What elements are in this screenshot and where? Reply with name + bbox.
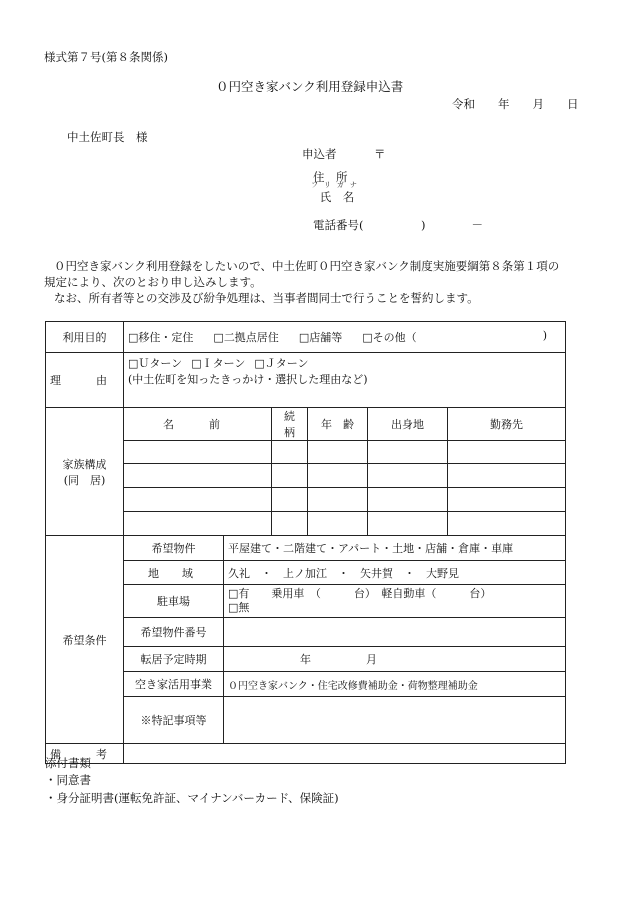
phone-label: 電話番号( ) －	[313, 218, 483, 232]
address-label: 住 所	[313, 170, 348, 184]
family-cell[interactable]	[124, 488, 272, 512]
family-cell[interactable]	[448, 464, 566, 488]
family-cell[interactable]	[368, 441, 448, 464]
body-line-2: 規定により、次のとおり申し込みします。	[44, 275, 262, 289]
reason-field[interactable]	[124, 353, 566, 408]
purpose-options	[124, 322, 566, 353]
furigana-label: フリガナ	[311, 181, 363, 189]
checkbox-icon[interactable]	[191, 357, 201, 370]
body-line-3: なお、所有者等との交渉及び紛争処理は、当事者間同士で行うことを誓約します。	[54, 291, 479, 305]
purpose-option-1[interactable]: □ 二拠点居住	[213, 331, 278, 344]
parking-label: 駐車場	[124, 585, 224, 618]
date-line: 令和 年 月 日	[452, 97, 579, 111]
family-cell[interactable]	[448, 488, 566, 512]
family-cell[interactable]	[448, 512, 566, 536]
project-label: 空き家活用事業	[124, 672, 224, 697]
parking-yes-option[interactable]: □ 有 乗用車 （ 台） 軽自動車（ 台）	[228, 587, 491, 600]
applicant-label: 申込者	[302, 147, 337, 161]
family-cell[interactable]	[124, 464, 272, 488]
family-row[interactable]	[46, 441, 566, 464]
purpose-option-2[interactable]: □ 店舗等	[299, 331, 342, 344]
family-row[interactable]	[46, 464, 566, 488]
postal-mark: 〒	[374, 147, 386, 161]
conditions-label: 希望条件	[46, 536, 124, 744]
reason-label: 理 由	[46, 353, 124, 408]
family-cell[interactable]	[272, 441, 308, 464]
family-cell[interactable]	[124, 441, 272, 464]
attachment-item: ・身分証明書(運転免許証、マイナンバーカード、保険証)	[45, 791, 339, 805]
attachment-item: ・同意書	[45, 773, 91, 787]
checkbox-icon[interactable]	[213, 331, 223, 344]
name-label: 氏 名	[319, 190, 355, 204]
family-cell[interactable]	[272, 488, 308, 512]
addressee: 中土佐町長 様	[67, 130, 148, 144]
reason-option-j[interactable]: □ Ｊターン	[254, 357, 308, 370]
form-title: ０円空き家バンク利用登録申込書	[216, 79, 404, 94]
property-value[interactable]: 平屋建て・二階建て・アパート・土地・店舗・倉庫・車庫	[224, 536, 566, 561]
checkbox-icon[interactable]	[228, 601, 238, 614]
attachments-title: 添付書類	[45, 756, 91, 770]
notes-field[interactable]	[224, 697, 566, 744]
family-cell[interactable]	[272, 512, 308, 536]
reason-note: (中土佐町を知ったきっかけ・選択した理由など)	[128, 373, 368, 386]
purpose-option-3[interactable]: □ その他（	[362, 331, 416, 344]
property-label: 希望物件	[124, 536, 224, 561]
purpose-close: )	[542, 329, 548, 342]
family-cell[interactable]	[368, 464, 448, 488]
family-header-relation: 続 柄	[272, 408, 308, 441]
reason-option-i[interactable]: □ Ｉターン	[191, 357, 245, 370]
body-line-1: ０円空き家バンク利用登録をしたいので、中土佐町０円空き家バンク制度実施要綱第８条第１項の	[54, 259, 560, 273]
family-header-age: 年 齢	[308, 408, 368, 441]
family-label: 家族構成 (同 居)	[46, 408, 124, 536]
project-value[interactable]: ０円空き家バンク・住宅改修費補助金・荷物整理補助金	[224, 672, 566, 697]
family-cell[interactable]	[124, 512, 272, 536]
checkbox-icon[interactable]	[299, 331, 309, 344]
family-cell[interactable]	[448, 441, 566, 464]
family-header-work: 勤務先	[448, 408, 566, 441]
move-time-value[interactable]: 年 月	[224, 647, 566, 672]
reason-option-u[interactable]: □ Ｕターン	[128, 357, 182, 370]
purpose-label: 利用目的	[46, 322, 124, 353]
parking-field	[224, 585, 566, 618]
notes-label: ※特記事項等	[124, 697, 224, 744]
checkbox-icon[interactable]	[228, 587, 238, 600]
family-cell[interactable]	[308, 464, 368, 488]
parking-no-option[interactable]: □ 無	[228, 601, 249, 614]
name-field-label	[307, 181, 367, 205]
form-number: 様式第７号(第８条関係)	[44, 50, 168, 64]
checkbox-icon[interactable]	[362, 331, 372, 344]
family-header-name: 名 前	[124, 408, 272, 441]
checkbox-icon[interactable]	[128, 357, 138, 370]
property-number-field[interactable]	[224, 618, 566, 647]
family-row[interactable]	[46, 512, 566, 536]
family-row[interactable]	[46, 488, 566, 512]
area-value[interactable]: 久礼 ・ 上ノ加江 ・ 矢井賀 ・ 大野見	[224, 561, 566, 585]
family-header-origin: 出身地	[368, 408, 448, 441]
family-cell[interactable]	[308, 512, 368, 536]
family-cell[interactable]	[368, 512, 448, 536]
family-cell[interactable]	[368, 488, 448, 512]
area-label: 地 域	[124, 561, 224, 585]
checkbox-icon[interactable]	[128, 331, 138, 344]
remarks-label: 備 考	[46, 744, 124, 764]
checkbox-icon[interactable]	[254, 357, 264, 370]
family-cell[interactable]	[308, 488, 368, 512]
family-cell[interactable]	[308, 441, 368, 464]
remarks-field[interactable]	[124, 744, 566, 764]
purpose-option-0[interactable]: □ 移住・定住	[128, 331, 193, 344]
move-time-label: 転居予定時期	[124, 647, 224, 672]
family-cell[interactable]	[272, 464, 308, 488]
property-number-label: 希望物件番号	[124, 618, 224, 647]
application-table	[45, 321, 566, 764]
